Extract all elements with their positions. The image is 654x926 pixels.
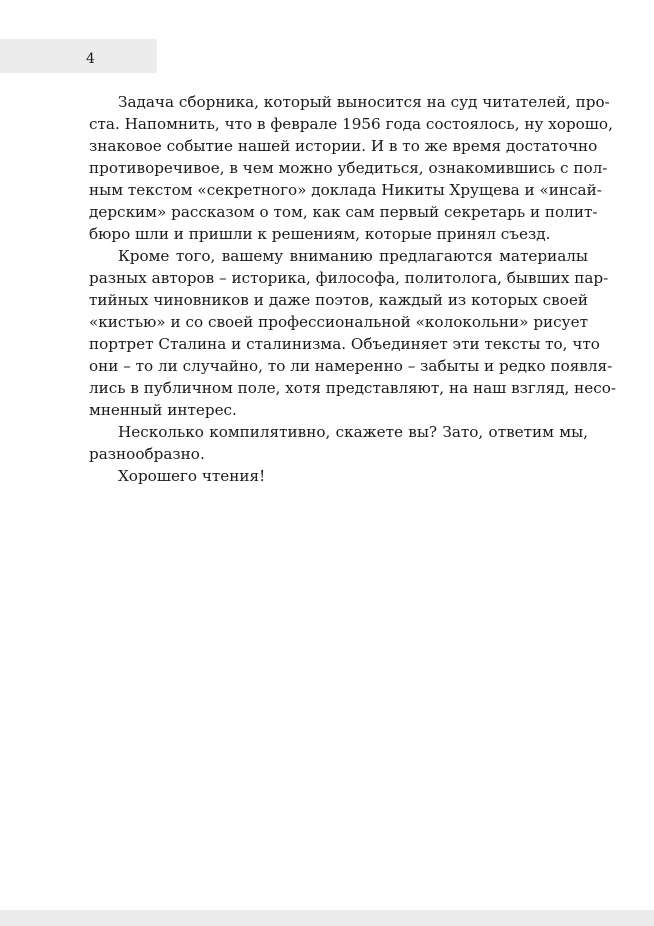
text-line: Кроме того, вашему вниманию предлагаются материалы [118, 247, 588, 265]
page-number: 4 [86, 51, 95, 67]
text-line: Несколько компилятивно, скажете вы? Зато, ответим мы, [118, 423, 588, 441]
text-line: разнообразно. [89, 445, 205, 463]
body-text [89, 91, 617, 487]
text-line: мненный интерес. [89, 401, 237, 419]
text-line: знаковое событие нашей истории. И в то же время достаточно [89, 137, 598, 155]
text-line: они – то ли случайно, то ли намеренно – забыты и редко появля- [89, 357, 613, 375]
text-line: ным текстом «секретного» доклада Никиты Хрущева и «инсай- [89, 181, 602, 199]
text-line: дерским» рассказом о том, как сам первый секретарь и полит- [89, 203, 598, 221]
text-line: лись в публичном поле, хотя представляют, на наш взгляд, несо- [89, 379, 617, 397]
paragraph-2 [89, 245, 617, 421]
text-line: бюро шли и пришли к решениям, которые принял съезд. [89, 225, 551, 243]
text-line: Задача сборника, который выносится на суд читателей, про- [118, 93, 610, 111]
page-footer-band [0, 910, 654, 926]
text-line: Хорошего чтения! [118, 467, 266, 485]
text-line: разных авторов – историка, философа, политолога, бывших пар- [89, 269, 609, 287]
text-line: тийных чиновников и даже поэтов, каждый из которых своей [89, 291, 588, 309]
page-header-band [0, 39, 157, 73]
paragraph-4 [89, 465, 588, 487]
text-line: противоречивое, в чем можно убедиться, ознакомившись с пол- [89, 159, 608, 177]
paragraph-3 [89, 421, 588, 465]
text-line: ста. Напомнить, что в феврале 1956 года состоялось, ну хорошо, [89, 115, 613, 133]
paragraph-1 [89, 91, 613, 245]
text-line: «кистью» и со своей профессиональной «колокольни» рисует [89, 313, 588, 331]
text-line: портрет Сталина и сталинизма. Объединяет эти тексты то, что [89, 335, 600, 353]
